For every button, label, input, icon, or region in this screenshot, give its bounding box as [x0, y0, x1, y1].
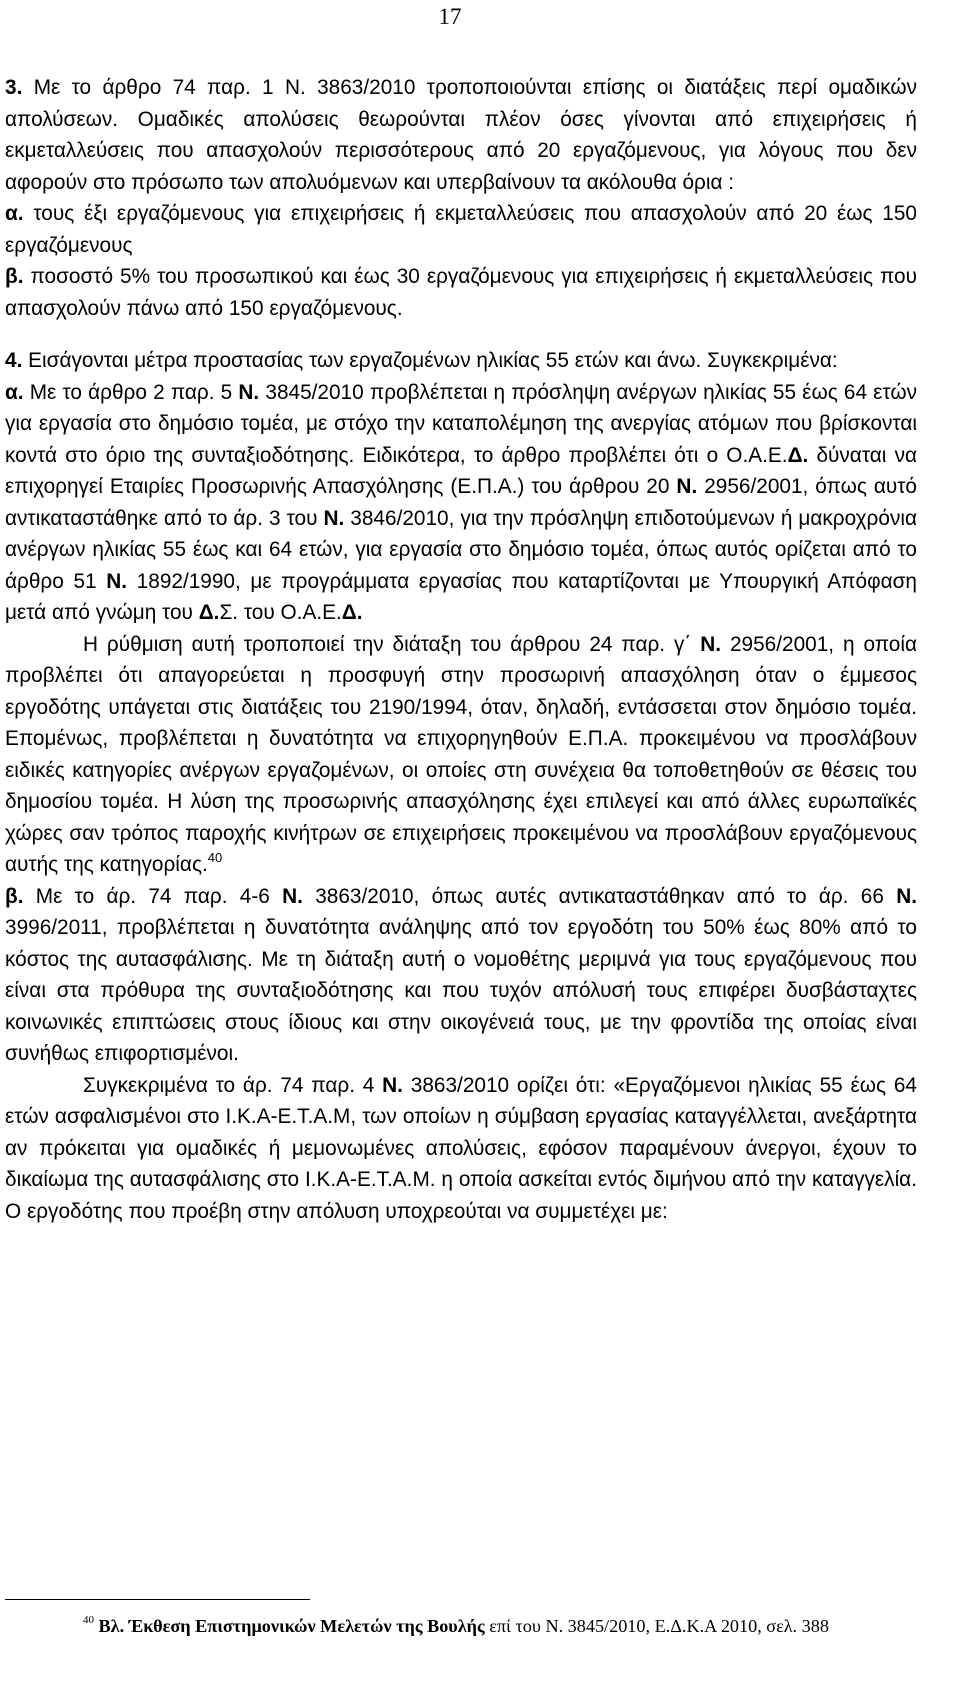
footnote-text: επί του Ν. 3845/2010, Ε.Δ.Κ.Α 2010, σελ. 388 — [484, 1616, 829, 1636]
paragraph-text: Συγκεκριμένα το άρ. 74 παρ. 4 — [83, 1073, 383, 1097]
list-label: α. — [5, 202, 24, 225]
document-body — [5, 72, 917, 1227]
law-abbrev: Δ. — [341, 601, 363, 624]
paragraph-text: 3845/2010 προβλέπεται η πρόσληψη ανέργων ηλικίας 55 έως 64 ετών για εργασία στο δημόσιο τομέα, με στόχο την καταπολέμηση της ανεργίας ατόμων που βρίσκονται κοντά στο όριο της συνταξιοδότησης. Ειδικότερα, το άρθρο προβλέπει ότι ο Ο.Α.Ε. — [5, 380, 917, 467]
paragraph-text: Η ρύθμιση αυτή τροποποιεί την διάταξη του άρθρου 24 παρ. γ΄ — [83, 632, 701, 656]
paragraph-lead: Με το άρ. 74 παρ. 4-6 — [23, 884, 283, 908]
paragraph-4 — [5, 345, 917, 377]
paragraph-text: 3863/2010 τροποποιούνται επίσης οι διατάξεις περί ομαδικών απολύσεων. Ομαδικές απολύσεις θεωρούνται πλέον όσες γίνονται από επιχειρήσεις ή εκμεταλλεύσεις που απασχολούν περισσότερους από 20 εργαζόμενους, για λόγους που δεν αφορούν στο πρόσωπο των απολυόμενων και υπερβαίνουν τα ακόλουθα όρια : — [5, 76, 918, 194]
paragraph-4b-continued — [5, 1070, 917, 1228]
paragraph-4a — [5, 377, 917, 629]
paragraph-text: 2956/2001, όπως αυτό αντικαταστάθηκε από το άρ. 3 του — [5, 475, 917, 530]
paragraph-4a-continued — [5, 629, 917, 881]
paragraph-text: 3863/2010, όπως αυτές αντικαταστάθηκαν από το άρ. 66 — [302, 884, 897, 908]
list-label: β. — [5, 265, 24, 288]
law-abbrev: Δ. — [787, 443, 809, 467]
law-abbrev: Ν. — [106, 569, 128, 593]
law-abbrev: Ν. — [238, 380, 260, 404]
law-abbrev: Ν. — [700, 632, 722, 656]
paragraph-text: Σ. του Ο.Α.Ε. — [219, 601, 342, 624]
law-abbrev: Ν. — [676, 475, 698, 498]
paragraph-lead: Με το άρθρο 74 παρ. 1 Ν. — [33, 76, 306, 99]
footnote-number: 40 — [83, 1614, 94, 1626]
law-abbrev: Ν. — [282, 884, 303, 908]
paragraph-text: 1892/1990, με προγράμματα εργασίας που καταρτίζονται με Υπουργική Απόφαση μετά από γνώμη του — [5, 569, 917, 624]
list-item-b — [5, 261, 917, 324]
list-text: ποσοστό 5% του προσωπικού και έως 30 εργαζόμενους για επιχειρήσεις ή εκμεταλλεύσεις που απασχολούν πάνω από 150 εργαζόμενους. — [5, 265, 917, 320]
paragraph-text: 3846/2010, για την πρόσληψη επιδοτούμενων ή μακροχρόνια ανέργων ηλικίας 55 έως και 64 ετών, για εργασία στο δημόσιο τομέα, όπως αυτός ορίζεται από το άρθρο 51 — [5, 506, 917, 593]
list-text: τους έξι εργαζόμενους για επιχειρήσεις ή εκμεταλλεύσεις που απασχολούν από 20 έως 150 εργαζόμενους — [5, 202, 917, 257]
paragraph-4b — [5, 881, 917, 1070]
law-abbrev: Ν. — [896, 884, 917, 908]
footnote — [5, 1612, 917, 1641]
list-item-a — [5, 198, 917, 261]
paragraph-lead: Με το άρθρο 2 παρ. 5 — [23, 380, 239, 404]
law-abbrev: Δ. — [198, 601, 220, 624]
law-abbrev: Ν. — [323, 506, 345, 530]
paragraph-gap — [5, 324, 917, 345]
paragraph-text: 3996/2011, προβλέπεται η δυνατότητα ανάληψης από τον εργοδότη του 50% έως 80% από το κόστος της αυτασφάλισης. Με τη διάταξη αυτή ο νομοθέτης μεριμνά για τους εργαζόμενους που είναι στα πρόθυρα της συνταξιοδότησης και που τυχόν απόλυσή τους επιφέρει δυσβάσταχτες κοινωνικές επιπτώσεις στους ίδιους και στην οικογένειά τους, με την φροντίδα της οποίας είναι συνήθως επιφορτισμένοι. — [5, 916, 917, 1065]
section-number: 3. — [5, 76, 23, 99]
section-number: 4. — [5, 349, 23, 372]
paragraph-text: 3863/2010 ορίζει ότι: «Εργαζόμενοι ηλικίας 55 έως 64 ετών ασφαλισμένοι στο Ι.Κ.Α-Ε.Τ.Α.Μ, των οποίων η σύμβαση εργασίας καταγγέλλεται, ανεξάρτητα αν πρόκειται για ομαδικές ή μεμονωμένες απολύσεις, εφόσον παραμένουν άνεργοι, έχουν το δικαίωμα της αυτασφάλισης στο Ι.Κ.Α-Ε.Τ.Α.Μ. η οποία ασκείται εντός διμήνου από την καταγγελία. Ο εργοδότης που προέβη στην απόλυση υποχρεούται να συμμετέχει με: — [5, 1073, 917, 1223]
footnote-source: Βλ. Έκθεση Επιστημονικών Μελετών της Βουλής — [98, 1616, 485, 1636]
paragraph-text: δύναται να επιχορηγεί Εταιρίες Προσωρινής Απασχόλησης (Ε.Π.Α.) του άρθρου 20 — [5, 443, 917, 498]
list-label: β. — [5, 884, 24, 908]
page-number: 17 — [438, 4, 462, 29]
footnote-reference[interactable]: 40 — [207, 850, 223, 865]
paragraph-text: Εισάγονται μέτρα προστασίας των εργαζομένων ηλικίας 55 ετών και άνω. Συγκεκριμένα: — [22, 349, 838, 372]
footnote-separator — [5, 1599, 310, 1600]
paragraph-3 — [5, 72, 917, 198]
paragraph-text: 2956/2001, η οποία προβλέπει ότι απαγορεύεται η προσφυγή στην προσωρινή απασχόληση όταν ο έμμεσος εργοδότης υπάγεται στις διατάξεις του 2190/1994, όταν, δηλαδή, εντάσσεται στον δημόσιο τομέα. Επομένως, προβλέπεται η δυνατότητα να επιχορηγηθούν Ε.Π.Α. προκειμένου να προσλάβουν ειδικές κατηγορίες ανέργων εργαζομένων, οι οποίες στη συνέχεια θα τοποθετηθούν σε θέσεις του δημοσίου τομέα. Η λύση της προσωρινής απασχόλησης έχει επιλεγεί και από άλλες ευρωπαϊκές χώρες σαν τρόπος παροχής κινήτρων σε επιχειρήσεις προκειμένου να προσλάβουν εργαζόμενους αυτής της κατηγορίας. — [5, 632, 917, 876]
list-label: α. — [5, 380, 24, 404]
law-abbrev: Ν. — [382, 1073, 403, 1097]
